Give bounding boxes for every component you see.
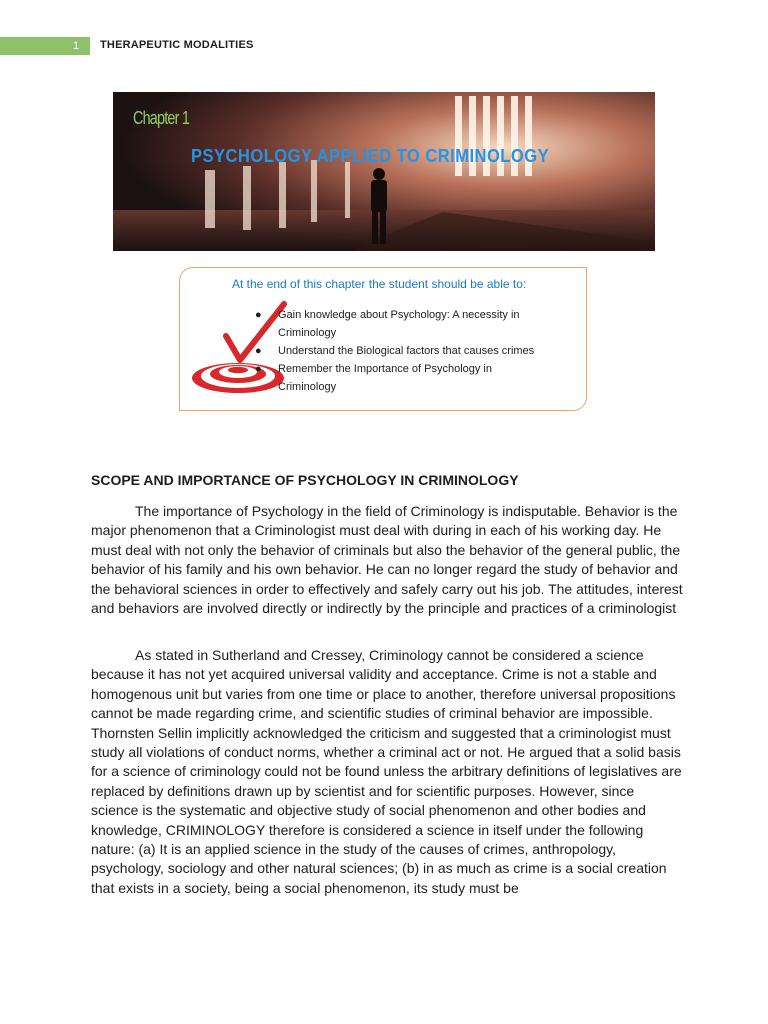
list-item: ● Understand the Biological factors that causes crimes [252, 342, 552, 360]
chapter-banner [113, 92, 655, 251]
objectives-heading: At the end of this chapter the student should be able to: [232, 277, 527, 291]
bullet: ● [255, 363, 262, 375]
page-number: 1 [72, 40, 80, 52]
running-header-title: THERAPEUTIC MODALITIES [100, 39, 254, 51]
body-paragraph-1: The importance of Psychology in the field of Criminology is indisputable. Behavior is the major phenomenon that a Criminologist must deal with during in each of his working day. He must deal with not only the behavior of criminals but also the behavior of the general public, the behavior of his family and his own behavior. He can no longer regard the study of behavior and the behavioral sciences in order to effectively and safely carry out his job. The attitudes, interest and behaviors are involved directly or indirectly by the principle and practices of a criminologist [91, 503, 683, 617]
prison-corridor-illustration [113, 92, 655, 251]
bullet: ● [255, 309, 262, 321]
chapter-label: Chapter 1 [133, 108, 190, 128]
chapter-title: PSYCHOLOGY APPLIED TO CRIMINOLOGY [191, 146, 550, 166]
learning-objectives-box [179, 267, 587, 411]
body-paragraph-2: As stated in Sutherland and Cressey, Criminology cannot be considered a science because it has not yet acquired universal validity and acceptance. Crime is not a stable and homogenous unit but varies from one time or place to another, therefore universal propositions cannot be made regarding crime, and scientific studies of criminal behavior are impossible. Thornsten Sellin implicitly acknowledged the criticism and suggested that a criminologist must study all violations of conduct norms, whether a criminal act or not. He argued that a solid basis for a science of criminology could not be found unless the arbitrary definitions of legislatives are replaced by definitions drawn up by scientist and for scientific purposes. However, since science is the systematic and objective study of social phenomenon and other bodies and knowledge, CRIMINOLOGY therefore is considered a science in itself under the following nature: (a) It is an applied science in the study of the causes of crimes, anthropology, psychology, sociology and other natural sciences; (b) in as much as crime is a social creation that exists in a society, being a social phenomenon, its study must be [91, 647, 682, 896]
list-item: ● Remember the Importance of Psychology in Criminology [252, 360, 552, 396]
list-item: ● Gain knowledge about Psychology: A necessity in Criminology [252, 306, 552, 342]
bullet: ● [255, 345, 262, 357]
objectives-list [252, 306, 552, 396]
section-heading: SCOPE AND IMPORTANCE OF PSYCHOLOGY IN CRIMINOLOGY [91, 472, 519, 488]
